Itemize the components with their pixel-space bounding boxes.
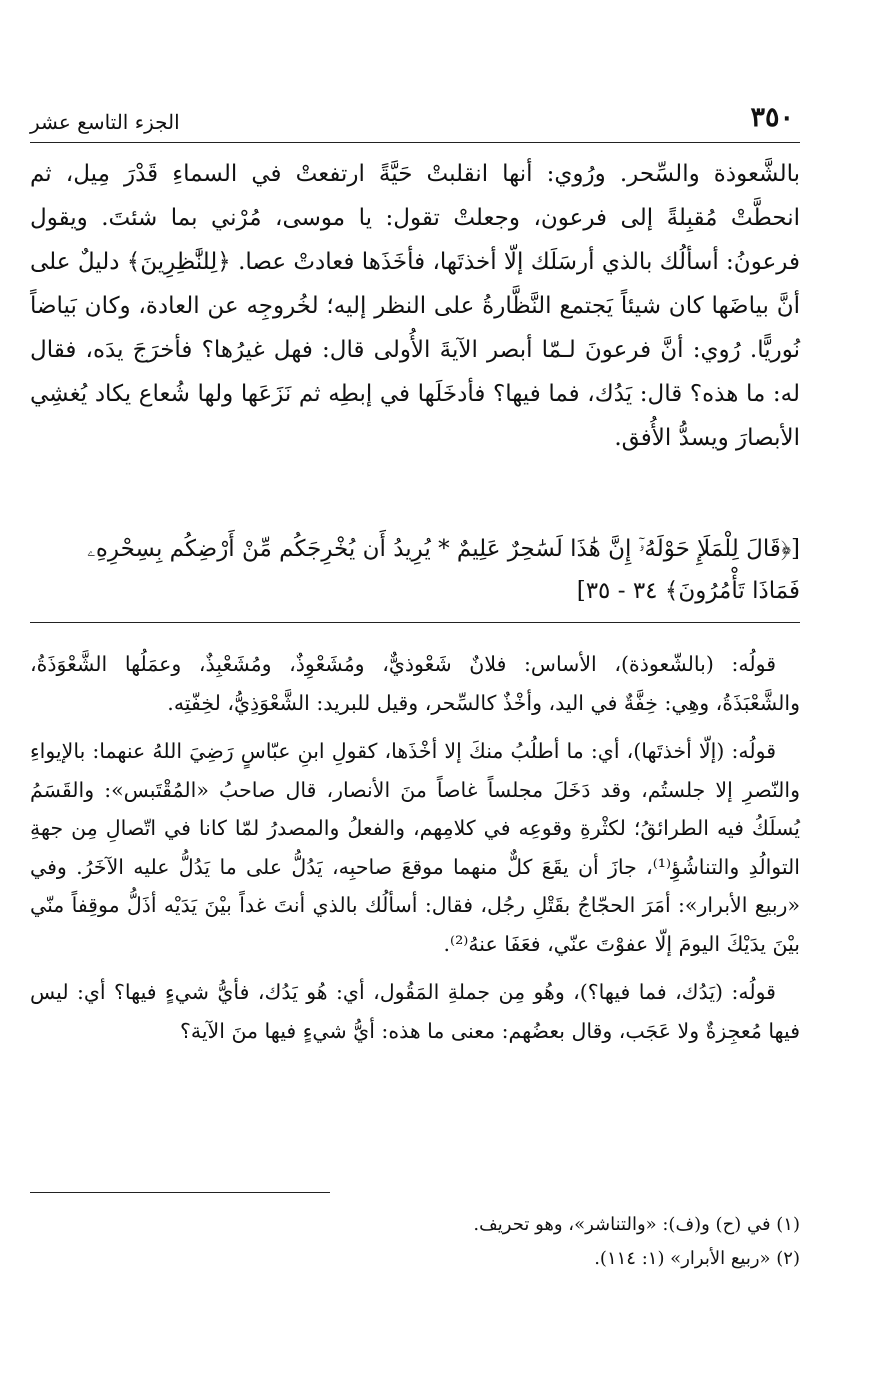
book-page <box>30 90 800 1370</box>
commentary-paragraph-2: قولُه: (إلّا أخذتَها)، أي: ما أطلُبُ منكَ إلا أخْذَها، كقولِ ابنِ عبّاسٍ رَضِيَ اللهُ عنهما: بالإيواءِ والنّصرِ إلا جلستُم، وقد دَخَلَ مجلساً غاصاً منَ الأنصار، قال صاحبُ «المُقْتَبس»: والقَسَمُ يُسلَكُ فيه الطرائقُ؛ لكثْرةِ وقوعِه في كلامِهم، والفعلُ والمصدرُ لمّا كانا في اتّصالِ مِن جهةِ التوالُدِ والتناشُؤِ⁽¹⁾، جازَ أن يقَعَ كلٌّ منهما موقعَ صاحبِه، يَدُلُّ على ما يَدُلُّ عليه الآخَرُ. وفي «ربيع الأبرار»: أمَرَ الحجّاجُ بقَتْلِ رجُل، فقال: أسألُك بالذي أنتَ غداً بيْنَ يَدَيْه أذَلُّ موقِفاً منّي بيْنَ يدَيْكَ اليومَ إلّا عفوْتَ عنّي، فعَفَا عنهُ⁽²⁾. <box>30 739 800 956</box>
main-text <box>30 152 800 460</box>
quran-verse <box>30 528 800 612</box>
section-divider <box>30 622 800 623</box>
page-header <box>30 102 800 143</box>
verse-line-1: [﴿قَالَ لِلْمَلَإِ حَوْلَهُۥٓ إِنَّ هَٰذَا لَسَٰحِرٌ عَلِيمٌ * يُرِيدُ أَن يُخْرِجَكُم مِّنْ أَرْضِكُم بِسِحْرِهِۦ <box>87 536 800 562</box>
footnote-divider <box>30 1192 330 1193</box>
commentary-paragraph-3: قولُه: (يَدُك، فما فيها؟)، وهُو مِن جملةِ المَقُول، أي: هُو يَدُك، فأيُّ شيءٍ فيها؟ أي: ليس فيها مُعجِزةٌ ولا عَجَب، وقال بعضُهم: معنى ما هذه: أيُّ شيءٍ فيها منَ الآية؟ <box>30 980 800 1043</box>
footnote-2: (٢) «ربيع الأبرار» (١: ١١٤). <box>594 1248 800 1269</box>
commentary-section <box>30 645 800 1060</box>
verse-line-2: فَمَاذَا تَأْمُرُونَ﴾ ٣٤ - ٣٥] <box>576 578 800 604</box>
page-number: ٣٥٠ <box>742 102 794 133</box>
commentary-paragraph-1: قولُه: (بالشّعوذة)، الأساس: فلانٌ شَعْوذيٌّ، ومُشَعْوِذٌ، ومُشَعْبِذٌ، وعمَلُها الشَّعْوَذَةُ، والشَّعْبَذَةُ، وهِي: خِفَّةٌ في اليد، وأخْذٌ كالسِّحر، وقيل للبريد: الشَّعْوَذِيُّ، لخِفّتِه. <box>30 652 800 715</box>
footnotes <box>30 1208 800 1276</box>
main-paragraph: بالشَّعوذة والسِّحر. ورُوي: أنها انقلبتْ حَيَّةً ارتفعتْ في السماءِ قَدْرَ مِيل، ثم انحطَّتْ مُقبِلةً إلى فرعون، وجعلتْ تقول: يا موسى، مُرْني بما شئتَ. ويقول فرعونُ: أسألُك بالذي أرسَلَك إلّا أخذتَها، فأخَذَها فعادتْ عصا. ﴿لِلنَّٰظِرِينَ﴾ دليلٌ على أنَّ بياضَها كان شيئاً يَجتمع النَّظَّارةُ على النظر إليه؛ لخُروجِه عن العادة، وكان بَياضاً نُوريًّا. رُوي: أنَّ فرعونَ لـمّا أبصر الآيةَ الأُولى قال: فهل غيرُها؟ فأخرَجَ يدَه، فقال له: ما هذه؟ قال: يَدُك، فما فيها؟ فأدخَلَها في إبطِه ثم نَزَعَها ولها شُعاع يكاد يُغشِي الأبصارَ ويسدُّ الأُفق. <box>30 161 800 451</box>
footnote-1: (١) في (ح) و(ف): «والتناشر»، وهو تحريف. <box>473 1214 800 1235</box>
running-title: الجزء التاسع عشر <box>30 110 188 134</box>
